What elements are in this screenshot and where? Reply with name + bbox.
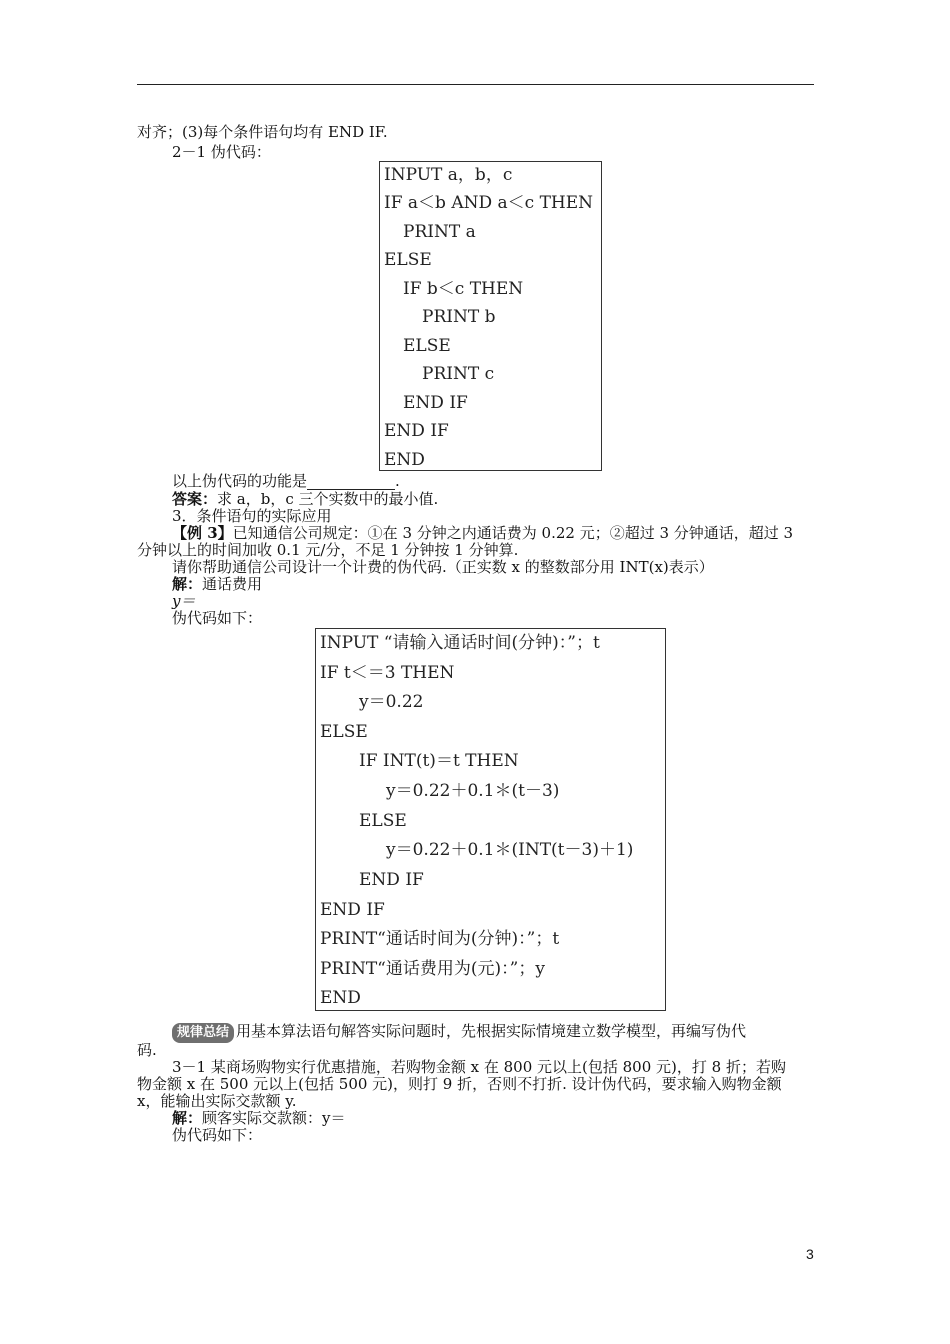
code1-line: PRINT b	[422, 307, 496, 327]
code1-line: PRINT c	[422, 364, 495, 384]
example3-line1	[172, 524, 793, 542]
code1-line: ELSE	[403, 336, 451, 356]
exercise31-line2: 物金额 x 在 500 元以上(包括 500 元)，则打 9 折，否则不打折. 设计伪代码，要求输入购物金额	[137, 1075, 782, 1093]
code2-line: END IF	[359, 870, 424, 890]
code-box-1	[379, 161, 602, 471]
intro-line2: 2－1 伪代码：	[172, 143, 271, 161]
solution-text: 顾客实际交款额：y＝	[202, 1109, 346, 1127]
code2-line: ELSE	[359, 811, 407, 831]
header-rule	[137, 84, 814, 85]
summary-line2: 码.	[137, 1041, 157, 1059]
summary-line1	[172, 1022, 746, 1043]
example-text: 已知通信公司规定：①在 3 分钟之内通话费为 0.22 元；②超过 3 分钟通话，超过 3	[232, 524, 794, 542]
exercise31-solution	[172, 1109, 346, 1127]
code1-line: IF b＜c THEN	[403, 279, 524, 299]
page-number: 3	[806, 1246, 814, 1262]
y-equals: y＝	[172, 592, 196, 610]
example3-line2: 分钟以上的时间加收 0.1 元/分，不足 1 分钟按 1 分钟算.	[137, 541, 519, 559]
answer-label: 答案：	[172, 490, 218, 508]
code1-line: PRINT a	[403, 222, 476, 242]
code1-line: INPUT a，b，c	[384, 165, 513, 185]
exercise31-code-intro: 伪代码如下：	[172, 1126, 263, 1144]
code1-line: END IF	[403, 393, 468, 413]
q1-answer-line	[172, 490, 438, 508]
q1-question-end: .	[395, 472, 400, 490]
code2-line: IF INT(t)＝t THEN	[359, 751, 519, 771]
example3-line3: 请你帮助通信公司设计一个计费的伪代码.（正实数 x 的整数部分用 INT(x)表示）	[172, 558, 714, 576]
solution-label: 解：	[172, 575, 203, 593]
exercise31-line1: 3－1 某商场购物实行优惠措施，若购物金额 x 在 800 元以上(包括 800 元)，打 8 折；若购	[172, 1058, 786, 1076]
code2-line: PRINT“通话时间为(分钟)：”；t	[320, 929, 560, 949]
code2-line: INPUT “请输入通话时间(分钟)：”；t	[320, 633, 600, 653]
code1-line: IF a＜b AND a＜c THEN	[384, 193, 594, 213]
summary-text: 用基本算法语句解答实际问题时，先根据实际情境建立数学模型，再编写伪代	[236, 1022, 747, 1040]
q1-question: 以上伪代码的功能是	[172, 472, 308, 490]
code1-line: END	[384, 450, 425, 470]
solution-line	[172, 575, 262, 593]
code2-line: y＝0.22＋0.1＊(t－3)	[386, 781, 560, 801]
code1-line: ELSE	[384, 250, 432, 270]
code2-line: IF t＜＝3 THEN	[320, 663, 455, 683]
code-intro: 伪代码如下：	[172, 609, 263, 627]
answer-blank	[307, 475, 395, 490]
section-heading: 3．条件语句的实际应用	[172, 507, 332, 525]
code2-line: END	[320, 988, 361, 1008]
code2-line: PRINT“通话费用为(元)：”；y	[320, 959, 545, 979]
summary-badge: 规律总结	[172, 1023, 234, 1043]
q1-question-line	[172, 472, 400, 490]
code2-line: ELSE	[320, 722, 368, 742]
intro-line1: 对齐；(3)每个条件语句均有 END IF.	[137, 123, 388, 141]
solution-text: 通话费用	[202, 575, 263, 593]
code2-line: END IF	[320, 900, 385, 920]
answer-text: 求 a，b，c 三个实数中的最小值.	[217, 490, 439, 508]
example-label: 【例 3】	[172, 524, 233, 542]
solution-label: 解：	[172, 1109, 203, 1127]
code2-line: y＝0.22	[359, 692, 424, 712]
exercise31-line3: x，能输出实际交款额 y.	[137, 1092, 297, 1110]
code1-line: END IF	[384, 421, 449, 441]
code-box-2	[315, 628, 666, 1011]
code2-line: y＝0.22＋0.1＊(INT(t－3)＋1)	[386, 840, 634, 860]
